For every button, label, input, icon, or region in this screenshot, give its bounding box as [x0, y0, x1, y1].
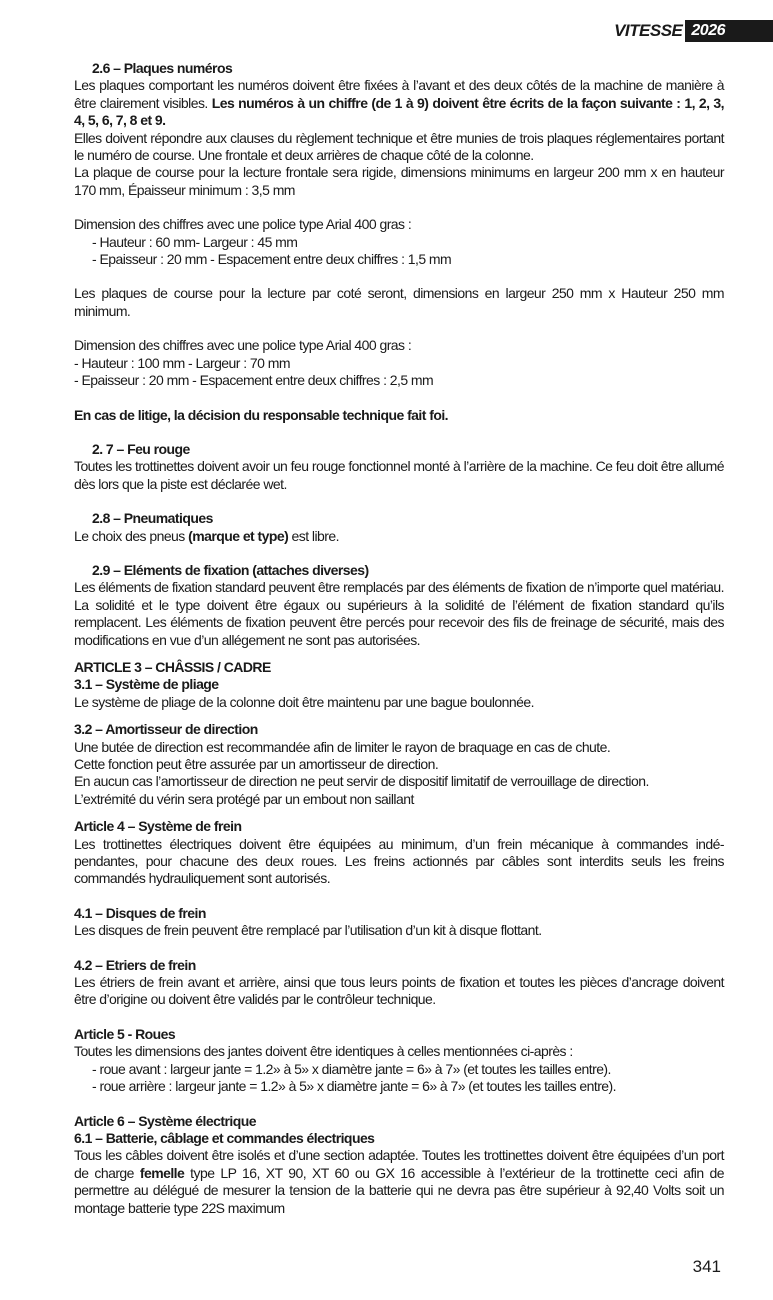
paragraph-bold-text: Les numéros à un chiffre (de 1 à 9) doivent être écrits de la façon suivante : 1, 2, 3, 4, 5, 6, 7, 8 et 9. [74, 94, 724, 129]
section-heading-4-2: 4.2 – Etriers de frein [74, 956, 196, 973]
article-heading-5: Article 5 - Roues [74, 1025, 176, 1042]
section-heading-2-7: 2. 7 – Feu rouge [92, 440, 190, 457]
paragraph-line: Une butée de direction est recommandée afin de limiter le rayon de braquage en cas de chute. [74, 738, 611, 755]
header-year: 2026 [685, 20, 773, 42]
section-heading-6-1: 6.1 – Batterie, câblage et commandes électriques [74, 1129, 375, 1146]
paragraph-text: Les plaques comportant les numéros doivent être fixées à l’avant et des deux côtés de la machine de manière à être clairement visibles. [74, 77, 724, 111]
paragraph-bold-text: (marque et type) [188, 527, 289, 544]
list-item: - roue arrière : largeur jante = 1.2» à 5» x diamètre jante = 6» à 7» (et toutes les tailles entre). [92, 1078, 616, 1095]
paragraph-line: Cette fonction peut être assurée par un amortisseur de direction. [74, 756, 439, 772]
paragraph-line: L’extrémité du vérin sera protégé par un embout non saillant [74, 790, 414, 807]
document-body [74, 60, 724, 1217]
article-heading-3: ARTICLE 3 – CHÂSSIS / CADRE [74, 658, 271, 675]
paragraph: Les éléments de fixation standard peuvent être remplacés par des éléments de fixation de n’importe quel matériau. La solidité et le type doivent être égaux ou supérieurs à la solidité de l’élément de fixation standard qu’ils remplacent. Les éléments de fixation peuvent être percés pour recevoir des fils de freinage de sécurité, mais des modifications en vue d’un allégement ne sont pas autorisées. [74, 579, 724, 648]
list-item: - Hauteur : 60 mm- Largeur : 45 mm [92, 233, 298, 250]
list-item: - roue avant : largeur jante = 1.2» à 5» x diamètre jante = 6» à 7» (et toutes les tailles entre). [92, 1060, 611, 1077]
section-heading-2-9: 2.9 – Eléments de fixation (attaches diverses) [92, 561, 369, 578]
paragraph: Dimension des chiffres avec une police type Arial 400 gras : [74, 337, 412, 354]
paragraph-text: est libre. [288, 527, 339, 544]
paragraph: Toutes les dimensions des jantes doivent être identiques à celles mentionnées ci-après : [74, 1043, 573, 1060]
page-number: 341 [692, 1257, 721, 1276]
article-heading-4: Article 4 – Système de frein [74, 818, 242, 835]
paragraph: Dimension des chiffres avec une police type Arial 400 gras : [74, 216, 412, 233]
paragraph-bold-text: femelle [139, 1164, 185, 1181]
list-item: - Epaisseur : 20 mm - Espacement entre deux chiffres : 2,5 mm [74, 372, 434, 389]
section-heading-4-1: 4.1 – Disques de frein [74, 904, 206, 921]
section-heading-2-8: 2.8 – Pneumatiques [92, 510, 213, 527]
bold-statement: En cas de litige, la décision du responsable technique fait foi. [74, 406, 448, 423]
section-heading-2-6: 2.6 – Plaques numéros [92, 60, 233, 76]
article-heading-6: Article 6 – Système électrique [74, 1112, 256, 1129]
paragraph: Les trottinettes électriques doivent être équipées au minimum, d’un frein mécanique à commandes indé-pendantes, pour chacune des deux roues. Les freins actionnés par câbles sont interdits seuls les freins commandés hydrauliquement sont autorisés. [74, 835, 724, 887]
paragraph: Les étriers de frein avant et arrière, ainsi que tous leurs points de fixation et toutes les pièces d’ancrage doivent être d’origine ou doivent être validés par le contrôleur technique. [74, 974, 724, 1008]
paragraph: La plaque de course pour la lecture frontale sera rigide, dimensions minimums en largeur 200 mm x en hauteur 170 mm, Épaisseur minimum : 3,5 mm [74, 164, 724, 198]
paragraph: Elles doivent répondre aux clauses du règlement technique et être munies de trois plaques réglementaires portant le numéro de course. Une frontale et deux arrières de chaque côté de la colonne. [74, 129, 724, 164]
paragraph [74, 528, 724, 545]
list-item: - Epaisseur : 20 mm - Espacement entre deux chiffres : 1,5 mm [92, 251, 452, 268]
header-badge [614, 20, 773, 42]
list-item: - Hauteur : 100 mm - Largeur : 70 mm [74, 354, 290, 371]
paragraph-text: Tous les câbles doivent être isolés et d’une section adaptée. Toutes les trottinettes doivent être équipées d’un port de charge [74, 1147, 724, 1181]
section-heading-3-2: 3.2 – Amortisseur de direction [74, 721, 258, 738]
paragraph: Le système de pliage de la colonne doit être maintenu par une bague boulonnée. [74, 693, 534, 710]
paragraph: Les disques de frein peuvent être remplacé par l’utilisation d’un kit à disque flottant. [74, 922, 542, 939]
section-heading-3-1: 3.1 – Système de pliage [74, 676, 219, 693]
header-title: VITESSE [614, 21, 683, 40]
paragraph-line: En aucun cas l’amortisseur de direction ne peut servir de dispositif limitatif de verrouillage de direction. [74, 773, 649, 790]
paragraph: Toutes les trottinettes doivent avoir un feu rouge fonctionnel monté à l’arrière de la machine. Ce feu doit être allumé dès lors que la piste est déclarée wet. [74, 458, 724, 492]
paragraph [74, 77, 724, 129]
paragraph-text: Le choix des pneus [74, 527, 189, 544]
paragraph [74, 1147, 724, 1217]
paragraph-text: type LP 16, XT 90, XT 60 ou GX 16 accessible à l’extérieur de la trottinette ceci afin de permettre au délégué de mesurer la tension de la batterie qui ne devra pas être supérieur à 92,40 Volts soit un montage batterie type 22S maximum [74, 1164, 724, 1216]
paragraph: Les plaques de course pour la lecture par coté seront, dimensions en largeur 250 mm x Hauteur 250 mm minimum. [74, 285, 724, 319]
